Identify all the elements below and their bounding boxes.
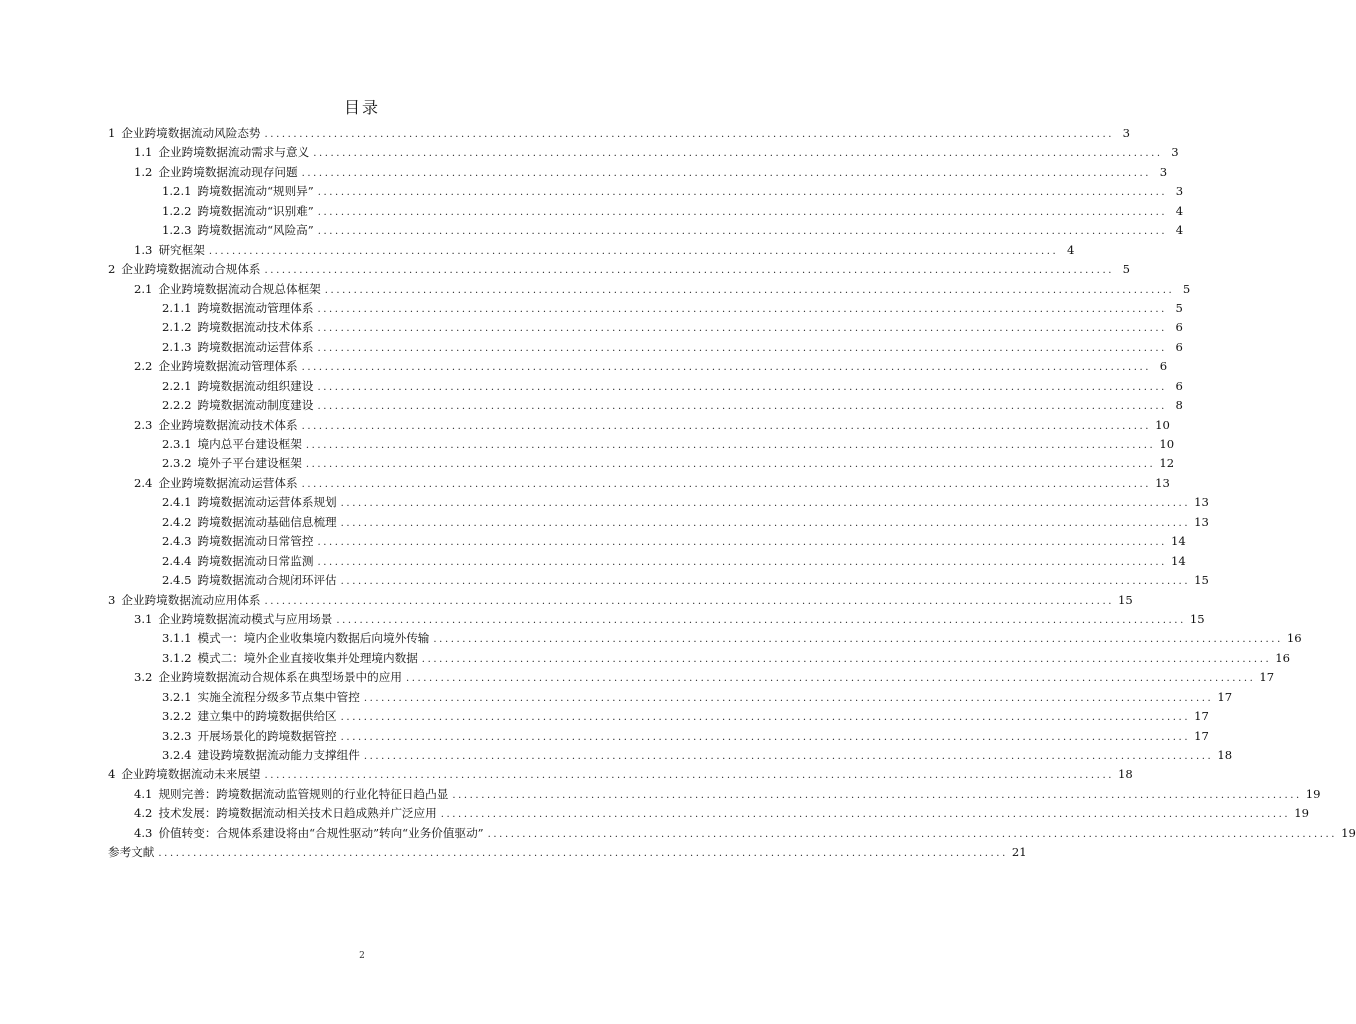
toc-entry-title: 跨境数据流动日常监测	[197, 553, 314, 568]
toc-entry-number: 2.4.5	[162, 573, 192, 588]
dot-leader	[158, 848, 1007, 859]
toc-entry-title: 模式一：境内企业收集境内数据后向境外传输	[197, 631, 430, 646]
toc-entry-number: 2.3.2	[162, 456, 192, 471]
toc-entry-title: 企业跨境数据流动合规体系	[121, 262, 261, 277]
toc-entry-number: 4	[108, 767, 116, 782]
toc-entry[interactable]	[108, 592, 1133, 611]
dot-leader	[302, 421, 1151, 432]
dot-leader	[317, 323, 1166, 334]
toc-entry-page: 17	[1217, 689, 1233, 704]
page-number: 2	[359, 951, 365, 961]
toc-entry-page: 19	[1341, 825, 1356, 840]
toc-entry[interactable]	[108, 630, 1302, 649]
toc-entry-title: 企业跨境数据流动合规总体框架	[158, 281, 321, 296]
toc-entry-title: 实施全流程分级多节点集中管控	[197, 689, 360, 704]
toc-entry[interactable]	[108, 553, 1186, 572]
toc-entry[interactable]	[108, 300, 1183, 319]
toc-entry-page: 17	[1194, 728, 1209, 743]
toc-entry[interactable]	[108, 436, 1175, 455]
toc-entry[interactable]	[108, 825, 1356, 844]
toc-entry-number: 2.4.4	[162, 553, 192, 568]
toc-entry[interactable]	[108, 475, 1170, 494]
toc-entry[interactable]	[108, 455, 1175, 474]
dot-leader	[317, 401, 1166, 412]
toc-entry-title: 跨境数据流动运营体系规划	[197, 495, 337, 510]
toc-entry-number: 1.1	[134, 145, 153, 160]
dot-leader	[364, 751, 1213, 762]
toc-entry-page: 3	[1171, 145, 1179, 160]
toc-entry-title: 跨境数据流动基础信息梳理	[197, 514, 337, 529]
toc-entry[interactable]	[108, 805, 1309, 824]
toc-entry[interactable]	[108, 358, 1168, 377]
toc-entry[interactable]	[108, 747, 1233, 766]
toc-entry-number: 3.1	[134, 611, 153, 626]
toc-entry-title: 价值转变：合规体系建设将由“合规性驱动”转向“业务价值驱动”	[158, 825, 484, 840]
toc-entry-number: 2.1.1	[162, 300, 192, 315]
toc-entry-number: 1.2.2	[162, 203, 192, 218]
toc-entry-title: 企业跨境数据流动模式与应用场景	[158, 611, 333, 626]
toc-entry-title: 建立集中的跨境数据供给区	[197, 709, 337, 724]
toc-entry-title: 跨境数据流动制度建设	[197, 398, 314, 413]
toc-entry[interactable]	[108, 514, 1209, 533]
toc-entry-page: 13	[1194, 514, 1209, 529]
toc-entry-title: 企业跨境数据流动合规体系在典型场景中的应用	[158, 670, 402, 685]
toc-entry-number: 3.2.4	[162, 748, 192, 762]
toc-entry-title: 跨境数据流动技术体系	[197, 320, 314, 335]
dot-leader	[318, 207, 1167, 218]
toc-entry-page: 21	[1011, 845, 1027, 860]
toc-entry-page: 19	[1305, 786, 1321, 801]
toc-entry-page: 10	[1159, 437, 1175, 451]
dot-leader	[306, 440, 1155, 451]
dot-leader	[317, 557, 1166, 568]
dot-leader	[422, 654, 1271, 665]
toc-entry[interactable]	[108, 417, 1170, 436]
toc-entry-page: 3	[1175, 184, 1184, 199]
toc-entry-title: 企业跨境数据流动应用体系	[121, 592, 261, 607]
toc-entry[interactable]	[108, 844, 1027, 863]
dot-leader	[452, 790, 1301, 801]
dot-leader	[336, 615, 1185, 626]
toc-entry-page: 16	[1275, 650, 1291, 665]
toc-entry[interactable]	[108, 611, 1205, 630]
dot-leader	[341, 498, 1190, 509]
toc-entry-number: 3.2.1	[162, 689, 192, 704]
toc-entry-number: 4.2	[134, 806, 153, 821]
toc-entry-page: 3	[1122, 126, 1131, 140]
toc-entry-page: 5	[1122, 262, 1131, 277]
toc-entry[interactable]	[108, 689, 1233, 708]
toc-entry-page: 4	[1175, 203, 1184, 218]
toc-entry-page: 5	[1175, 300, 1183, 315]
toc-entry-title: 研究框架	[158, 242, 205, 257]
toc-entry-page: 18	[1217, 748, 1233, 762]
toc-entry-page: 19	[1294, 806, 1309, 821]
toc-entry-page: 17	[1194, 709, 1209, 724]
toc-entry-number: 2.1.3	[162, 339, 192, 354]
toc-entry-page: 15	[1118, 592, 1133, 607]
toc-entry-number: 2.2.1	[162, 378, 192, 393]
toc-entry[interactable]	[108, 533, 1186, 552]
toc-entry-page: 6	[1159, 359, 1168, 374]
toc-entry-number: 2.4.3	[162, 534, 192, 549]
toc-entry[interactable]	[108, 708, 1209, 727]
dot-leader	[318, 187, 1167, 198]
toc-entry[interactable]	[108, 125, 1131, 144]
dot-leader	[302, 479, 1151, 490]
page-title: 目录	[343, 98, 380, 117]
toc-entry[interactable]	[108, 144, 1179, 163]
dot-leader	[265, 265, 1114, 276]
toc-entry[interactable]	[108, 397, 1183, 416]
toc-entry-title: 境内总平台建设框架	[197, 437, 302, 451]
toc-entry-number: 2.4.2	[162, 514, 192, 529]
toc-entry-page: 15	[1189, 611, 1205, 626]
dot-leader	[318, 226, 1167, 237]
dot-leader	[313, 148, 1162, 159]
toc-entry-title: 开展场景化的跨境数据管控	[197, 728, 337, 743]
dot-leader	[341, 518, 1190, 529]
toc-entry-number: 2.2.2	[162, 398, 192, 413]
dot-leader	[364, 693, 1213, 704]
toc-entry-number: 1.2.3	[162, 223, 192, 238]
toc-entry-title: 跨境数据流动“风险高”	[197, 223, 314, 238]
toc-entry-title: 规则完善：跨境数据流动监管规则的行业化特征日趋凸显	[158, 786, 449, 801]
toc-entry-title: 企业跨境数据流动管理体系	[158, 359, 298, 374]
toc-entry-title: 企业跨境数据流动需求与意义	[158, 145, 310, 160]
toc-entry-number: 1	[108, 126, 116, 140]
toc-entry-page: 6	[1175, 339, 1183, 354]
toc-entry[interactable]	[108, 786, 1321, 805]
toc-entry-title: 跨境数据流动组织建设	[197, 378, 314, 393]
toc-entry-title: 跨境数据流动合规闭环评估	[197, 573, 337, 588]
toc-entry-number: 3.2.3	[162, 728, 192, 743]
toc-entry-page: 13	[1194, 495, 1209, 510]
dot-leader	[341, 712, 1190, 723]
dot-leader	[317, 537, 1166, 548]
dot-leader	[325, 285, 1174, 296]
toc-entry-title: 企业跨境数据流动未来展望	[121, 767, 261, 782]
toc-entry-number: 2.3.1	[162, 437, 192, 451]
toc-entry-number: 2.2	[134, 359, 153, 374]
toc-entry-number: 4.1	[134, 786, 153, 801]
dot-leader	[265, 129, 1114, 140]
toc-entry-title: 技术发展：跨境数据流动相关技术日趋成熟并广泛应用	[158, 806, 437, 821]
toc-entry-number: 4.3	[134, 825, 153, 840]
toc-entry-page: 5	[1182, 281, 1191, 296]
toc-entry-title: 建设跨境数据流动能力支撑组件	[197, 748, 360, 762]
toc-entry-page: 3	[1159, 164, 1168, 179]
toc-entry-number: 1.2	[134, 164, 153, 179]
toc-entry-page: 6	[1175, 378, 1183, 393]
toc-entry-number: 2.3	[134, 417, 153, 432]
toc-entry-number: 3.2.2	[162, 709, 192, 724]
toc-entry-title: 跨境数据流动“识别难”	[197, 203, 314, 218]
toc-entry-title: 模式二：境外企业直接收集并处理境内数据	[197, 650, 418, 665]
toc-entry-title: 跨境数据流动日常管控	[197, 534, 314, 549]
toc-entry-number: 2.4	[134, 475, 153, 490]
toc-entry-page: 12	[1159, 456, 1175, 471]
toc-entry-title: 参考文献	[108, 845, 155, 860]
toc-entry-title: 跨境数据流动运营体系	[197, 339, 314, 354]
toc-entry[interactable]	[108, 378, 1183, 397]
toc-entry[interactable]	[108, 164, 1168, 183]
toc-entry-title: 跨境数据流动“规则异”	[197, 184, 314, 199]
toc-entry-page: 10	[1155, 417, 1170, 432]
toc-entry-number: 3.1.1	[162, 631, 192, 646]
toc-entry[interactable]	[108, 766, 1133, 785]
toc-entry-title: 企业跨境数据流动技术体系	[158, 417, 298, 432]
toc-entry[interactable]	[108, 203, 1184, 222]
toc-entry-page: 14	[1170, 553, 1186, 568]
toc-entry[interactable]	[108, 319, 1183, 338]
table-of-contents	[108, 125, 1356, 864]
toc-entry[interactable]	[108, 669, 1275, 688]
toc-entry-title: 企业跨境数据流动运营体系	[158, 475, 298, 490]
toc-entry-number: 2.1	[134, 281, 153, 296]
dot-leader	[488, 829, 1337, 840]
toc-entry-page: 6	[1175, 320, 1183, 335]
dot-leader	[406, 673, 1255, 684]
dot-leader	[433, 634, 1282, 645]
toc-entry-number: 2	[108, 262, 116, 277]
toc-entry-page: 4	[1066, 242, 1075, 257]
toc-entry-page: 18	[1118, 767, 1133, 782]
toc-entry-title: 境外子平台建设框架	[197, 456, 302, 471]
toc-entry-page: 8	[1175, 398, 1183, 413]
toc-entry[interactable]	[108, 728, 1209, 747]
dot-leader	[317, 304, 1166, 315]
toc-entry-number: 2.4.1	[162, 495, 192, 510]
dot-leader	[265, 770, 1114, 781]
dot-leader	[317, 382, 1166, 393]
dot-leader	[209, 246, 1058, 257]
dot-leader	[341, 576, 1190, 587]
toc-entry-page: 13	[1155, 475, 1170, 490]
dot-leader	[302, 168, 1151, 179]
dot-leader	[441, 809, 1290, 820]
toc-entry[interactable]	[108, 494, 1209, 513]
toc-entry-page: 16	[1286, 631, 1302, 646]
toc-entry[interactable]	[108, 650, 1291, 669]
dot-leader	[341, 732, 1190, 743]
toc-entry-page: 4	[1175, 223, 1184, 238]
toc-entry-number: 2.1.2	[162, 320, 192, 335]
toc-entry[interactable]	[108, 183, 1184, 202]
toc-entry[interactable]	[108, 261, 1131, 280]
toc-entry-title: 企业跨境数据流动现存问题	[158, 164, 298, 179]
toc-entry[interactable]	[108, 222, 1184, 241]
dot-leader	[317, 343, 1166, 354]
toc-entry-page: 14	[1170, 534, 1186, 549]
dot-leader	[265, 596, 1114, 607]
toc-entry-number: 3.2	[134, 670, 153, 685]
dot-leader	[306, 459, 1155, 470]
toc-entry-title: 企业跨境数据流动风险态势	[121, 126, 261, 140]
toc-entry-page: 17	[1259, 670, 1275, 685]
toc-entry-title: 跨境数据流动管理体系	[197, 300, 314, 315]
toc-entry[interactable]	[108, 242, 1075, 261]
toc-entry[interactable]	[108, 281, 1191, 300]
toc-entry-number: 1.2.1	[162, 184, 192, 199]
toc-entry[interactable]	[108, 572, 1209, 591]
toc-entry-number: 3	[108, 592, 116, 607]
dot-leader	[302, 362, 1151, 373]
toc-entry-number: 1.3	[134, 242, 153, 257]
toc-entry[interactable]	[108, 339, 1183, 358]
toc-entry-number: 3.1.2	[162, 650, 192, 665]
toc-entry-page: 15	[1194, 573, 1209, 588]
